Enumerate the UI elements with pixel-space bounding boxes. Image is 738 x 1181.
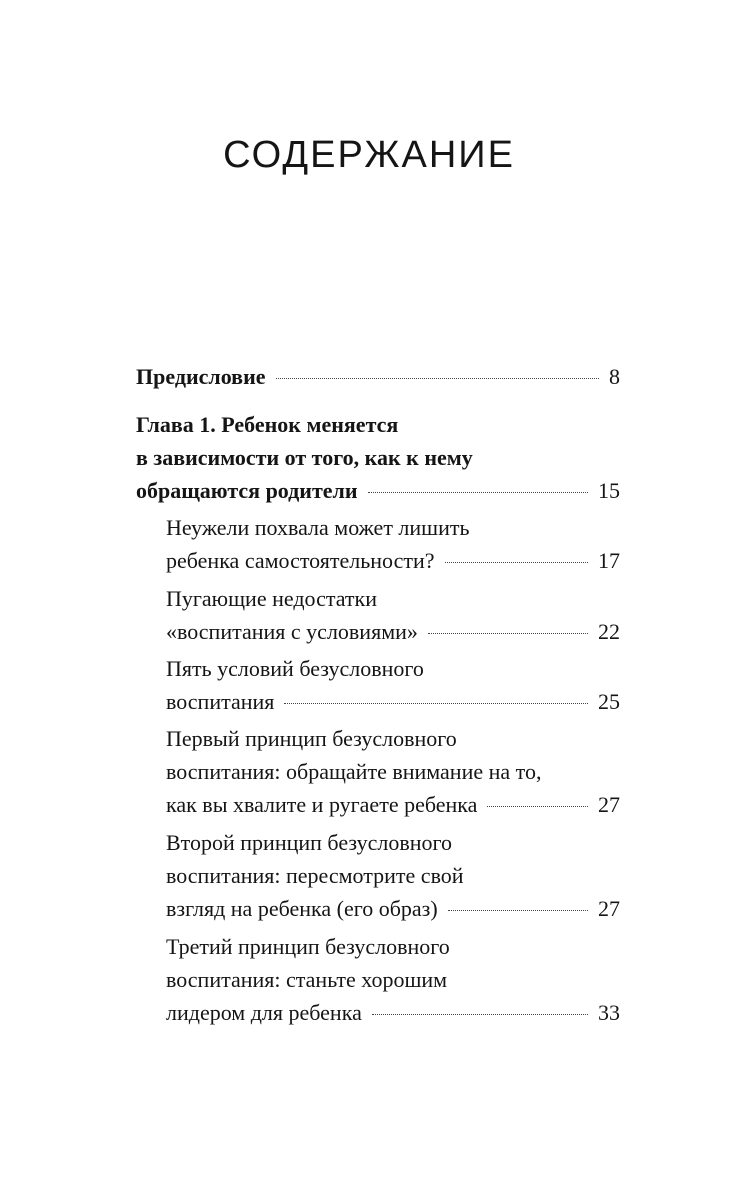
dot-leader [368,492,588,493]
toc-entry-title: как вы хвалите и ругаете ребенка [166,792,478,817]
dot-leader [445,562,588,563]
toc-entry-section[interactable] [166,544,620,578]
toc-entry-title: Пугающие недостатки [166,586,377,611]
toc-entry-title: Третий принцип безусловного [166,934,450,959]
dot-leader [284,703,588,704]
toc-entry-line[interactable] [166,511,470,545]
toc-entry-title: ребенка самостоятельности? [166,548,435,573]
toc-entry-title: обращаются родители [136,478,358,503]
toc-entry-title: воспитания: станьте хорошим [166,967,448,992]
toc-entry-title: взгляд на ребенка (его образ) [166,896,438,921]
toc-entry-line[interactable] [166,963,447,997]
toc-entry-title: Глава 1. Ребенок меняется [136,412,399,437]
toc-entry-line[interactable] [166,930,450,964]
toc-entry-section[interactable] [166,892,620,926]
toc-entry-title: воспитания [166,689,275,714]
toc-entry-line[interactable] [166,755,541,789]
toc-entry-line[interactable] [166,859,464,893]
toc-entry-preface[interactable] [136,360,620,394]
toc-entry-line[interactable] [166,826,452,860]
toc-entry-title: «воспитания с условиями» [166,619,418,644]
toc-entry-line[interactable] [166,722,457,756]
dot-leader [276,378,599,379]
toc-entry-chapter-1[interactable] [136,474,620,508]
toc-entry-line[interactable] [166,652,424,686]
toc-entry-section[interactable] [166,615,620,649]
toc-entry-title: Предисловие [136,364,266,389]
toc-entry-section[interactable] [166,685,620,719]
toc-entry-title: Неужели похвала может лишить [166,515,470,540]
toc-entry-title: воспитания: обращайте внимание на то, [166,759,542,784]
toc-page-number: 15 [598,478,620,503]
toc-entry-title: Второй принцип безусловного [166,830,452,855]
toc-entry-title: Первый принцип безусловного [166,726,457,751]
toc-entry-line[interactable] [136,408,398,442]
toc-entry-section[interactable] [166,788,620,822]
dot-leader [487,806,588,807]
toc-page-number: 33 [598,1000,620,1025]
dot-leader [448,910,588,911]
toc-entry-section[interactable] [166,996,620,1030]
toc-entry-title: Пять условий безусловного [166,656,424,681]
dot-leader [428,633,588,634]
page-title: СОДЕРЖАНИЕ [223,134,515,176]
toc-page-number: 27 [598,792,620,817]
dot-leader [372,1014,588,1015]
toc-entry-title: воспитания: пересмотрите свой [166,863,464,888]
toc-entry-title: в зависимости от того, как к нему [136,445,473,470]
toc-page-number: 8 [609,364,620,389]
toc-page-number: 17 [598,548,620,573]
toc-page-number: 27 [598,896,620,921]
toc-page-number: 22 [598,619,620,644]
toc-entry-line[interactable] [136,441,473,475]
toc-entry-line[interactable] [166,582,377,616]
toc-entry-title: лидером для ребенка [166,1000,362,1025]
toc-page-number: 25 [598,689,620,714]
